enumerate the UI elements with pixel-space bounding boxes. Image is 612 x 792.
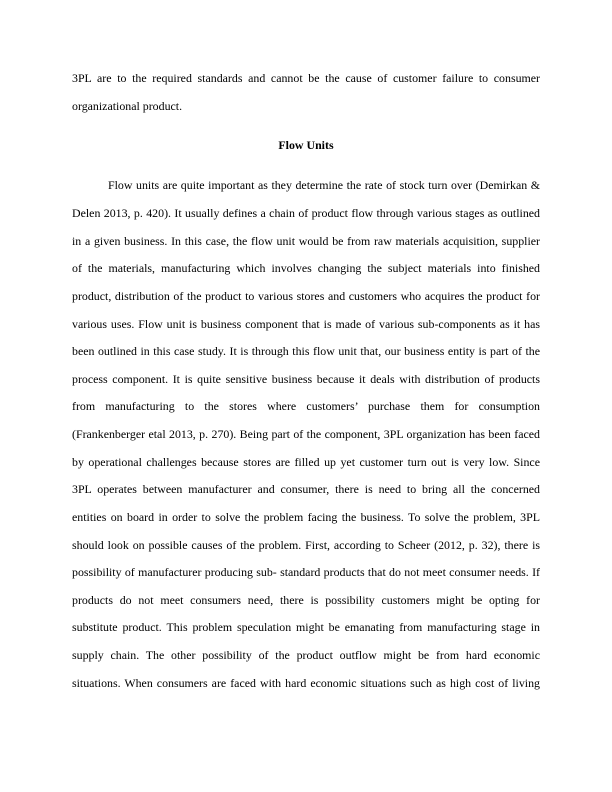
paragraph-line: by operational challenges because stores are filled up yet customer turn out is very low. Since — [72, 455, 540, 469]
paragraph-line: 3PL operates between manufacturer and consumer, there is need to bring all the concerned — [72, 482, 540, 496]
paragraph-line: products do not meet consumers need, there is possibility customers might be opting for — [72, 593, 540, 607]
paragraph-line: process component. It is quite sensitive business because it deals with distribution of products — [72, 372, 540, 386]
paragraph-line: substitute product. This problem speculation might be emanating from manufacturing stage in — [72, 620, 540, 634]
paragraph-line: possibility of manufacturer producing sub- standard products that do not meet consumer needs. If — [72, 565, 540, 579]
paragraph-line: Delen 2013, p. 420). It usually defines a chain of product flow through various stages as outlined — [72, 206, 540, 220]
paragraph-line: various uses. Flow unit is business component that is made of various sub-components as it has — [72, 317, 540, 331]
paragraph-line: been outlined in this case study. It is through this flow unit that, our business entity is part of the — [72, 344, 540, 358]
paragraph-line: 3PL are to the required standards and cannot be the cause of customer failure to consumer — [72, 71, 540, 85]
paragraph-line: from manufacturing to the stores where customers’ purchase them for consumption — [72, 399, 540, 413]
paragraph-line: supply chain. The other possibility of the product outflow might be from hard economic — [72, 648, 540, 662]
paragraph-line: organizational product. — [72, 99, 183, 113]
paragraph-line: situations. When consumers are faced with hard economic situations such as high cost of living — [72, 676, 540, 690]
paragraph-line: (Frankenberger etal 2013, p. 270). Being part of the component, 3PL organization has been faced — [72, 427, 540, 441]
paragraph-line: of the materials, manufacturing which involves changing the subject materials into finished — [72, 261, 540, 275]
paragraph-line: should look on possible causes of the problem. First, according to Scheer (2012, p. 32), there is — [72, 538, 540, 552]
paragraph-line: Flow units are quite important as they determine the rate of stock turn over (Demirkan & — [108, 178, 540, 192]
paragraph-line: entities on board in order to solve the problem facing the business. To solve the problem, 3PL — [72, 510, 540, 524]
paragraph-line: in a given business. In this case, the flow unit would be from raw materials acquisition, supplier — [72, 234, 540, 248]
section-heading: Flow Units — [278, 138, 334, 152]
paragraph-line: product, distribution of the product to various stores and customers who acquires the product for — [72, 289, 540, 303]
